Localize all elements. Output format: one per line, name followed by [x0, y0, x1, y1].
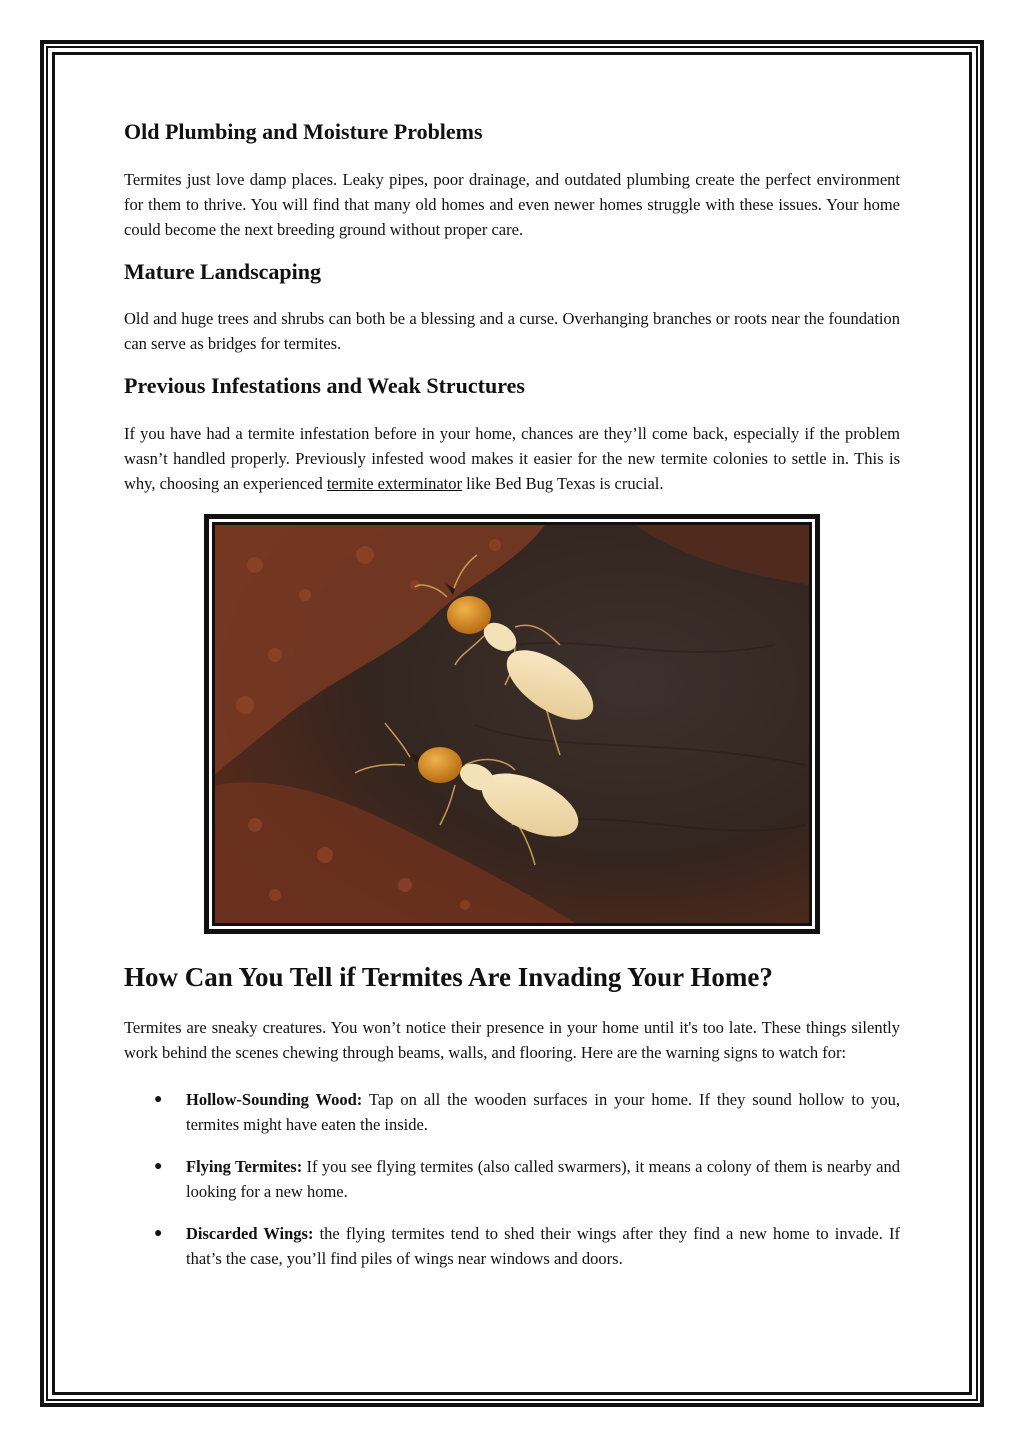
photo-inner-frame: [212, 522, 812, 926]
termite-photo-image: [215, 525, 809, 923]
bullet-icon: ●: [154, 1225, 163, 1241]
termite-exterminator-link[interactable]: termite exterminator: [326, 473, 462, 493]
bullet-icon: ●: [154, 1091, 163, 1107]
heading-mature-landscaping: Mature Landscaping: [124, 258, 322, 284]
intro-paragraph: Termites are sneaky creatures. You won’t notice their presence in your home until it's too late. These things silently work behind the scenes chewing through beams, walls, and flooring. Here are the warning signs to watch for:: [124, 1017, 900, 1062]
paragraph-old-plumbing: Termites just love damp places. Leaky pipes, poor drainage, and outdated plumbing create the perfect environment for them to thrive. You will find that many old homes and even newer homes struggle with these issues. Your home could become the next breeding ground without proper care.: [124, 169, 900, 239]
bullet-icon: ●: [154, 1158, 163, 1174]
list-item-text: the flying termites tend to shed their wings after they find a new home to invade. If that’s the case, you’ll find piles of wings near windows and doors.: [186, 1223, 900, 1268]
paragraph-previous-infestations: [124, 421, 900, 496]
list-item-text: If you see flying termites (also called swarmers), it means a colony of them is nearby and looking for a new home.: [186, 1156, 900, 1201]
list-item: [124, 1154, 900, 1204]
list-item-title: Discarded Wings:: [186, 1223, 314, 1243]
paragraph-mature-landscaping: Old and huge trees and shrubs can both be a blessing and a curse. Overhanging branches or roots near the foundation can serve as bridges for termites.: [124, 309, 900, 354]
paragraph-text: like Bed Bug Texas is crucial.: [461, 473, 664, 493]
warning-signs-list: [124, 1087, 900, 1271]
heading-old-plumbing: Old Plumbing and Moisture Problems: [124, 119, 483, 144]
termite-photo: [204, 514, 820, 934]
main-heading: How Can You Tell if Termites Are Invading Your Home?: [124, 961, 773, 992]
document-content: [124, 118, 900, 1288]
list-item-text: Tap on all the wooden surfaces in your home. If they sound hollow to you, termites might have eaten the inside.: [186, 1089, 901, 1134]
list-item: [124, 1087, 900, 1137]
paragraph-text: If you have had a termite infestation before in your home, chances are they’ll come back, especially if the problem wasn’t handled properly. Previously infested wood makes it easier for the new termite colonies to settle in. This is why, choosing an experienced: [124, 423, 900, 493]
heading-previous-infestations: Previous Infestations and Weak Structures: [124, 373, 525, 399]
list-item-title: Flying Termites:: [186, 1156, 303, 1176]
list-item-title: Hollow-Sounding Wood:: [186, 1089, 363, 1109]
list-item: [124, 1221, 900, 1271]
